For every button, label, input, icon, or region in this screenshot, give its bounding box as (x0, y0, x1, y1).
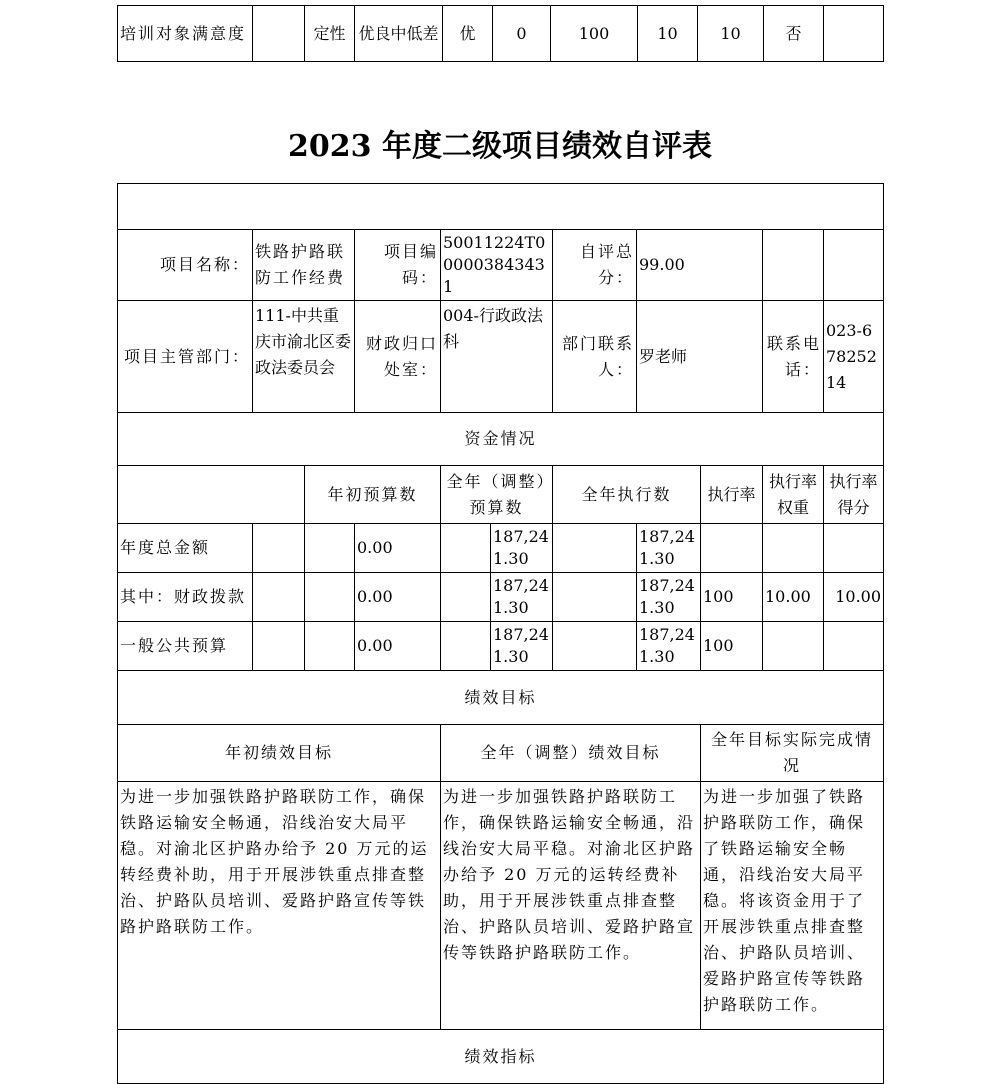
indicator-score-base: 100 (551, 6, 638, 62)
execution-weight-header: 执行率权重 (763, 466, 824, 524)
blank-cell (824, 230, 884, 301)
fund-initial: 0.00 (355, 622, 441, 671)
contact-person-value: 罗老师 (637, 301, 763, 413)
contact-phone-value: 023-67825214 (824, 301, 884, 413)
self-evaluation-table (117, 183, 884, 1084)
fund-score (824, 524, 884, 573)
indicator-score: 10 (698, 6, 764, 62)
project-code-label: 项目编码： (355, 230, 441, 301)
blank-cell (253, 6, 305, 62)
fund-weight: 10.00 (763, 573, 824, 622)
contact-phone-label: 联系电话： (763, 301, 824, 413)
indicator-nature: 定性 (305, 6, 355, 62)
blank-cell (824, 6, 884, 62)
fund-row-label: 年度总金额 (118, 524, 253, 573)
fund-adjusted: 187,241.30 (491, 622, 553, 671)
finance-office-value: 004-行政政法科 (441, 301, 553, 413)
blank-cell (763, 230, 824, 301)
goals-section-title: 绩效目标 (118, 671, 884, 725)
indicator-deducted: 否 (764, 6, 824, 62)
fund-executed: 187,241.30 (637, 573, 701, 622)
fund-score: 10.00 (824, 573, 884, 622)
blank-cell (553, 524, 637, 573)
blank-cell (553, 573, 637, 622)
blank-cell (305, 573, 355, 622)
table-row (118, 622, 884, 671)
project-name-label: 项目名称： (118, 230, 253, 301)
fund-adjusted: 187,241.30 (491, 524, 553, 573)
fund-score (824, 622, 884, 671)
self-score-label: 自评总分： (553, 230, 637, 301)
indicator-actual: 0 (493, 6, 551, 62)
adjusted-goals-text: 为进一步加强铁路护路联防工作，确保铁路运输安全畅通，沿线治安大局平稳。对渝北区护路办给予 20 万元的运转经费补助，用于开展涉铁重点排查整治、护路队员培训、爱路护路宣传等铁路护路联防工作。 (441, 782, 701, 1030)
blank-cell (441, 573, 491, 622)
initial-goals-header: 年初绩效目标 (118, 725, 441, 782)
fund-row-label: 一般公共预算 (118, 622, 253, 671)
finance-office-label: 财政归口处室： (355, 301, 441, 413)
initial-budget-header: 年初预算数 (305, 466, 441, 524)
indicator-target: 优 (443, 6, 493, 62)
blank-cell (553, 622, 637, 671)
project-code-value: 50011224T000003843431 (441, 230, 553, 301)
indicators-section-title: 绩效指标 (118, 1030, 884, 1084)
indicator-weight: 10 (638, 6, 698, 62)
department-label: 项目主管部门： (118, 301, 253, 413)
fund-executed: 187,241.30 (637, 622, 701, 671)
execution-score-header: 执行率得分 (824, 466, 884, 524)
actual-completion-header: 全年目标实际完成情况 (701, 725, 884, 782)
blank-cell (441, 524, 491, 573)
initial-goals-text: 为进一步加强铁路护路联防工作，确保铁路运输安全畅通，沿线治安大局平稳。对渝北区护路办给予 20 万元的运转经费补助，用于开展涉铁重点排查整治、护路队员培训、爱路护路宣传等铁路护路联防工作。 (118, 782, 441, 1030)
project-name-value: 铁路护路联防工作经费 (253, 230, 355, 301)
execution-rate-header: 执行率 (701, 466, 763, 524)
page-title: 2023 年度二级项目绩效自评表 (288, 129, 712, 164)
adjusted-budget-header: 全年（调整）预算数 (441, 466, 553, 524)
indicator-options: 优良中低差 (355, 6, 443, 62)
fund-rate: 100 (701, 573, 763, 622)
indicator-name: 培训对象满意度 (118, 6, 253, 62)
funds-section-title: 资金情况 (118, 413, 884, 466)
blank-cell (305, 622, 355, 671)
adjusted-goals-header: 全年（调整）绩效目标 (441, 725, 701, 782)
table-row (118, 524, 884, 573)
table-row (118, 573, 884, 622)
fund-weight (763, 622, 824, 671)
previous-indicator-table (117, 5, 884, 62)
department-value: 111-中共重庆市渝北区委政法委员会 (253, 301, 355, 413)
blank-cell (305, 524, 355, 573)
blank-cell (441, 622, 491, 671)
self-score-value: 99.00 (637, 230, 763, 301)
blank-header-row (118, 184, 884, 230)
contact-person-label: 部门联系人： (553, 301, 637, 413)
actual-completion-text: 为进一步加强了铁路护路联防工作，确保了铁路运输安全畅通，沿线治安大局平稳。将该资金用于了开展涉铁重点排查整治、护路队员培训、爱路护路宣传等铁路护路联防工作。 (701, 782, 884, 1030)
blank-cell (253, 573, 305, 622)
executed-header: 全年执行数 (553, 466, 701, 524)
fund-executed: 187,241.30 (637, 524, 701, 573)
fund-initial: 0.00 (355, 524, 441, 573)
blank-cell (253, 622, 305, 671)
fund-row-label: 其中：财政拨款 (118, 573, 253, 622)
fund-adjusted: 187,241.30 (491, 573, 553, 622)
fund-initial: 0.00 (355, 573, 441, 622)
blank-cell (118, 466, 305, 524)
fund-weight (763, 524, 824, 573)
fund-rate (701, 524, 763, 573)
blank-cell (253, 524, 305, 573)
fund-rate: 100 (701, 622, 763, 671)
